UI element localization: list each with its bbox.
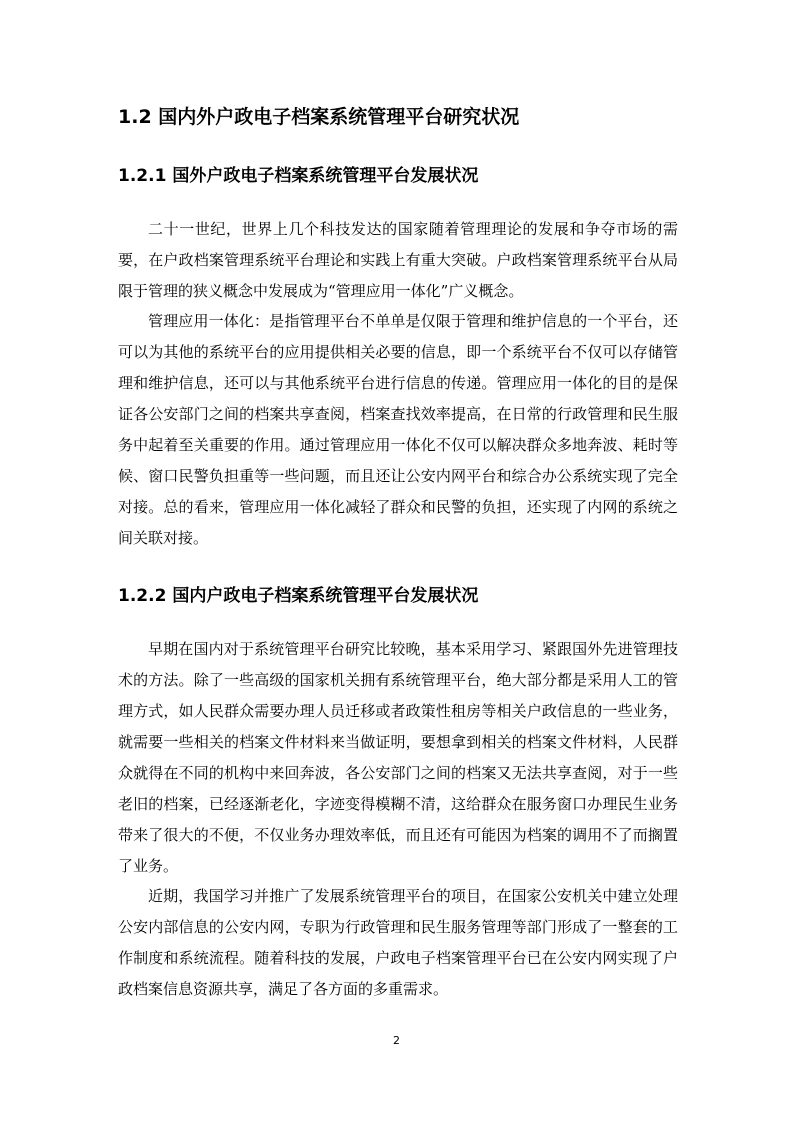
subsection-heading-domestic: 1.2.2 国内户政电子档案系统管理平台发展状况 [118, 586, 479, 606]
paragraph: 管理应用一体化：是指管理平台不单单是仅限于管理和维护信息的一个平台，还可以为其他的系统平台的应用提供相关必要的信息，即一个系统平台不仅可以存储管理和维护信息，还可以与其他系统平台进行信息的传递。管理应用一体化的目的是保证各公安部门之间的档案共享查阅，档案查找效率提高，在日常的行政管理和民生服务中起着至关重要的作用。通过管理应用一体化不仅可以解决群众多地奔波、耗时等候、窗口民警负担重等一些问题，而且还让公安内网平台和综合办公系统实现了完全对接。总的看来，管理应用一体化减轻了群众和民警的负担，还实现了内网的系统之间关联对接。 [118, 312, 678, 547]
paragraph: 早期在国内对于系统管理平台研究比较晚，基本采用学习、紧跟国外先进管理技术的方法。除了一些高级的国家机关拥有系统管理平台，绝大部分都是采用人工的管理方式，如人民群众需要办理人员迁移或者政策性租房等相关户政信息的一些业务，就需要一些相关的档案文件材料来当做证明，要想拿到相关的档案文件材料，人民群众就得在不同的机构中来回奔波，各公安部门之间的档案又无法共享查阅，对于一些老旧的档案，已经逐渐老化，字迹变得模糊不清，这给群众在服务窗口办理民生业务带来了很大的不便，不仅业务办理效率低，而且还有可能因为档案的调用不了而搁置了业务。 [118, 640, 678, 875]
paragraph: 近期，我国学习并推广了发展系统管理平台的项目，在国家公安机关中建立处理公安内部信息的公安内网，专职为行政管理和民生服务管理等部门形成了一整套的工作制度和系统流程。随着科技的发展，户政电子档案管理平台已在公安内网实现了户政档案信息资源共享，满足了各方面的多重需求。 [118, 887, 678, 998]
section-heading: 1.2 国内外户政电子档案系统管理平台研究状况 [118, 106, 520, 128]
subsection-heading-foreign: 1.2.1 国外户政电子档案系统管理平台发展状况 [118, 166, 479, 186]
paragraph: 二十一世纪，世界上几个科技发达的国家随着管理理论的发展和争夺市场的需要，在户政档案管理系统平台理论和实践上有重大突破。户政档案管理系统平台从局限于管理的狭义概念中发展成为“管理应用一体化”广义概念。 [118, 220, 678, 300]
page-number: 2 [393, 1034, 400, 1047]
